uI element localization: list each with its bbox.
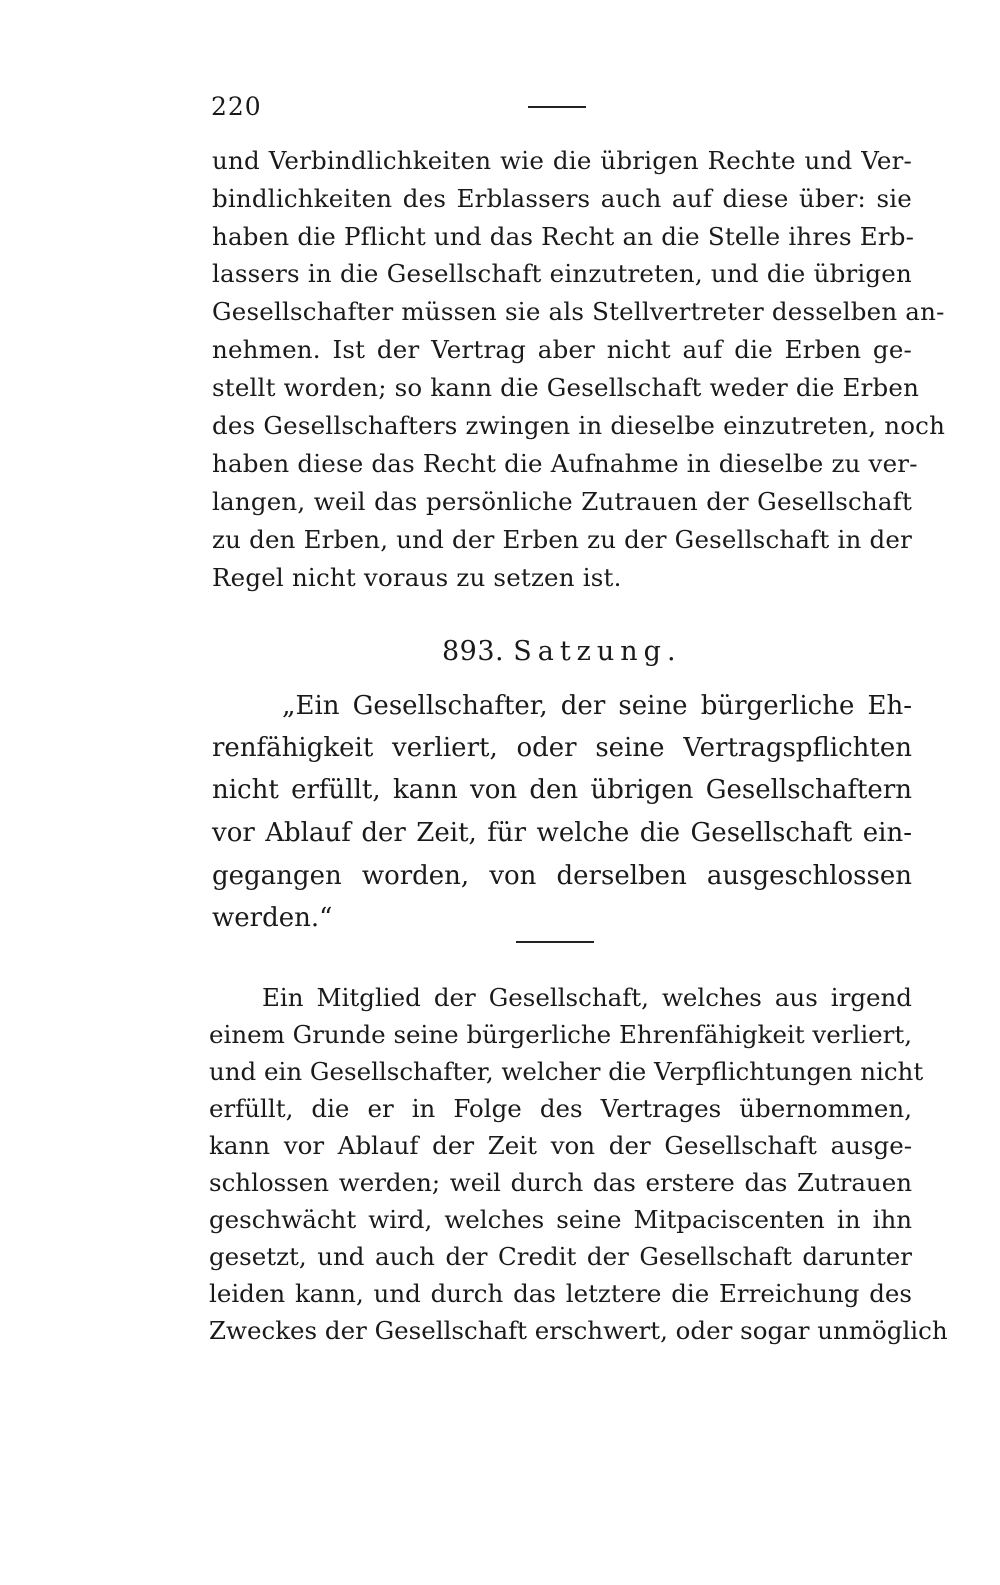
text-line: haben diese das Recht die Aufnahme in dieselbe zu ver- xyxy=(212,449,918,478)
text-line: und ein Gesellschafter, welcher die Verpflichtungen nicht xyxy=(209,1057,924,1086)
text-line: und Verbindlichkeiten wie die übrigen Rechte und Ver- xyxy=(212,146,912,175)
text-line: des Gesellschafters zwingen in dieselbe einzutreten, noch xyxy=(212,411,946,440)
text-line: Gesellschafter müssen sie als Stellvertreter desselben an- xyxy=(212,297,945,326)
section-title: Satzung. xyxy=(513,636,682,667)
quote-line: gegangen worden, von derselben ausgeschlossen xyxy=(212,861,912,891)
quote-line: „Ein Gesellschafter, der seine bürgerliche Eh- xyxy=(282,691,912,721)
section-number: 893. xyxy=(442,636,505,667)
text-line: Ein Mitglied der Gesellschaft, welches aus irgend xyxy=(262,983,912,1012)
text-line: leiden kann, und durch das letztere die Erreichung des xyxy=(209,1279,912,1308)
text-line: zu den Erben, und der Erben zu der Gesellschaft in der xyxy=(212,525,912,554)
text-line: Zweckes der Gesellschaft erschwert, oder sogar unmöglich xyxy=(209,1316,948,1345)
header-rule xyxy=(528,106,586,108)
text-line: Regel nicht voraus zu setzen ist. xyxy=(212,563,622,592)
quote-line: werden.“ xyxy=(212,903,333,933)
text-line: gesetzt, und auch der Credit der Gesellschaft darunter xyxy=(209,1242,912,1271)
quote-line: renfähigkeit verliert, oder seine Vertragspflichten xyxy=(212,733,912,763)
text-line: lassers in die Gesellschaft einzutreten, und die übrigen xyxy=(212,259,912,288)
text-line: bindlichkeiten des Erblassers auch auf diese über: sie xyxy=(212,184,912,213)
separator-rule xyxy=(516,941,594,943)
text-line: langen, weil das persönliche Zutrauen der Gesellschaft xyxy=(212,487,912,516)
section-heading xyxy=(442,636,682,667)
text-line: geschwächt wird, welches seine Mitpaciscenten in ihn xyxy=(209,1205,912,1234)
text-line: haben die Pflicht und das Recht an die Stelle ihres Erb- xyxy=(212,222,915,251)
text-line: stellt worden; so kann die Gesellschaft weder die Erben xyxy=(212,373,920,402)
text-line: erfüllt, die er in Folge des Vertrages übernommen, xyxy=(209,1094,912,1123)
quote-line: vor Ablauf der Zeit, für welche die Gesellschaft ein- xyxy=(212,818,912,848)
text-line: schlossen werden; weil durch das erstere das Zutrauen xyxy=(209,1168,912,1197)
text-line: kann vor Ablauf der Zeit von der Gesellschaft ausge- xyxy=(209,1131,912,1160)
page-number: 220 xyxy=(211,92,262,121)
text-line: einem Grunde seine bürgerliche Ehrenfähigkeit verliert, xyxy=(209,1020,912,1049)
text-line: nehmen. Ist der Vertrag aber nicht auf die Erben ge- xyxy=(212,335,912,364)
quote-line: nicht erfüllt, kann von den übrigen Gesellschaftern xyxy=(212,775,912,805)
